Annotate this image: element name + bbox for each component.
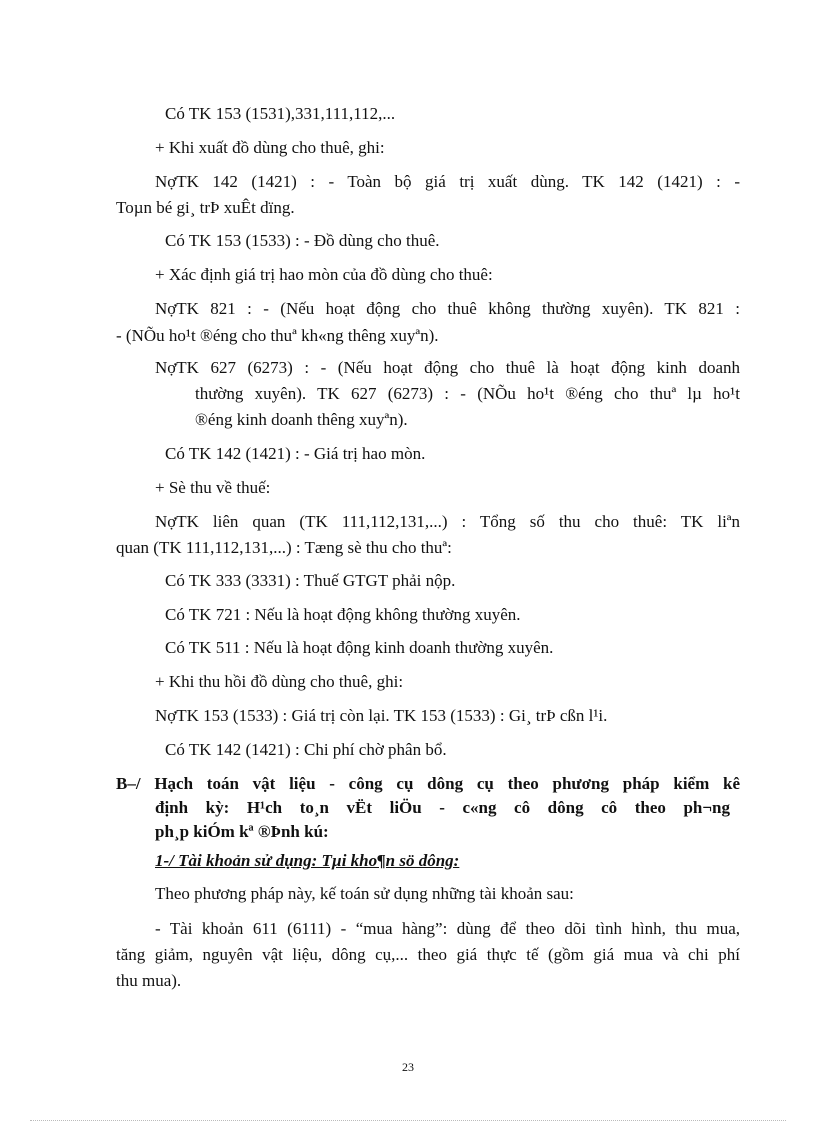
text-line: Có TK 153 (1533) : - Đồ dùng cho thuê.: [165, 231, 440, 250]
text-line: Có TK 153 (1531),331,111,112,...: [165, 104, 396, 123]
section-heading: B–/ Hạch toán vật liệu - công cụ dông cụ theo phương pháp kiểm kê: [116, 774, 740, 793]
text-line: Có TK 333 (3331) : Thuế GTGT phải nộp.: [165, 571, 456, 590]
section-heading-line: định kỳ: H¹ch to¸n vËt liÖu - c«ng cô dông cô theo ph¬ng: [155, 798, 730, 817]
text-line: NợTK 821 : - (Nếu hoạt động cho thuê không thường xuyên). TK 821 :: [155, 299, 740, 318]
subsection-heading: 1-/ Tài khoản sử dụng: Tµi kho¶n sö dông:: [155, 851, 460, 870]
section-heading-line: ph¸p kiÓm kª ®Þnh kú:: [155, 822, 329, 841]
text-line: thường xuyên). TK 627 (6273) : - (NÕu ho¹t ®éng cho thuª lµ ho¹t: [195, 384, 740, 403]
text-line: Toµn bé gi¸ trÞ xuÊt dïng.: [116, 198, 295, 217]
text-line: NợTK 627 (6273) : - (Nếu hoạt động cho thuê là hoạt động kinh doanh: [155, 358, 740, 377]
text-line: NợTK 153 (1533) : Giá trị còn lại. TK 153 (1533) : Gi¸ trÞ cßn l¹i.: [155, 706, 608, 725]
text-line: thu mua).: [116, 971, 182, 990]
text-line: Có TK 142 (1421) : - Giá trị hao mòn.: [165, 444, 426, 463]
text-line: NợTK liên quan (TK 111,112,131,...) : Tổng số thu cho thuê: TK liªn: [155, 512, 740, 531]
text-line: Có TK 142 (1421) : Chi phí chờ phân bổ.: [165, 740, 447, 759]
text-line: - Tài khoản 611 (6111) - “mua hàng”: dùng để theo dõi tình hình, thu mua,: [155, 919, 740, 938]
text-line: Có TK 511 : Nếu là hoạt động kinh doanh thường xuyên.: [165, 638, 554, 657]
text-line: + Sè thu về thuế:: [155, 478, 271, 497]
text-line: + Khi xuất đồ dùng cho thuê, ghi:: [155, 138, 385, 157]
text-line: Có TK 721 : Nếu là hoạt động không thường xuyên.: [165, 605, 521, 624]
text-line: - (NÕu ho¹t ®éng cho thuª kh«ng thêng xuyªn).: [116, 326, 439, 345]
text-line: Theo phương pháp này, kế toán sử dụng những tài khoản sau:: [155, 884, 574, 903]
text-line: quan (TK 111,112,131,...) : Tæng sè thu cho thuª:: [116, 538, 452, 557]
page-number: 23: [402, 1060, 414, 1074]
text-line: + Khi thu hồi đồ dùng cho thuê, ghi:: [155, 672, 404, 691]
text-line: + Xác định giá trị hao mòn của đồ dùng cho thuê:: [155, 265, 493, 284]
footer-divider: [30, 1120, 786, 1121]
text-line: ®éng kinh doanh thêng xuyªn).: [195, 410, 408, 429]
text-line: NợTK 142 (1421) : - Toàn bộ giá trị xuất dùng. TK 142 (1421) : -: [155, 172, 740, 191]
text-line: tăng giảm, nguyên vật liệu, dông cụ,... theo giá thực tế (gồm giá mua và chi phí: [116, 945, 740, 964]
